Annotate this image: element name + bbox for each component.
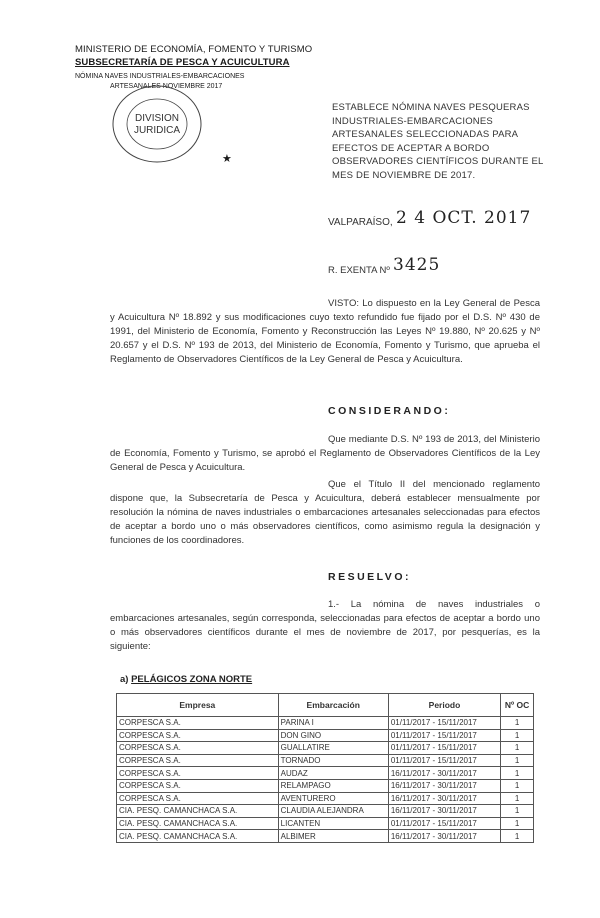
table-cell: CORPESCA S.A. bbox=[117, 792, 279, 805]
reference-line-2: ARTESANALES NOVIEMBRE 2017 bbox=[110, 83, 223, 90]
table-cell: CLAUDIA ALEJANDRA bbox=[278, 805, 388, 818]
table-cell: 01/11/2017 - 15/11/2017 bbox=[388, 729, 500, 742]
considerando-paragraph-1: Que mediante D.S. Nº 193 de 2013, del Ministerio de Economía, Fomento y Turismo, se aprobó el Reglamento de Observadores Científicos de la Ley General de Pesca y Acuicultura. bbox=[110, 434, 540, 473]
table-cell: CIA. PESQ. CAMANCHACA S.A. bbox=[117, 830, 279, 843]
table-cell: GUALLATIRE bbox=[278, 742, 388, 755]
handwritten-resolution-number: 3425 bbox=[393, 255, 441, 275]
table-cell: RELAMPAGO bbox=[278, 779, 388, 792]
stamp-line-2: JURIDICA bbox=[133, 125, 181, 136]
col-periodo: Periodo bbox=[388, 694, 500, 717]
place-label: VALPARAÍSO, bbox=[328, 217, 393, 228]
nomina-table bbox=[116, 693, 534, 843]
division-juridica-stamp bbox=[95, 78, 215, 168]
table-cell: 1 bbox=[501, 767, 534, 780]
table-cell: PARINA I bbox=[278, 717, 388, 730]
table-cell: CORPESCA S.A. bbox=[117, 767, 279, 780]
resolution-number-label: R. EXENTA Nº bbox=[328, 265, 390, 276]
considerando-paragraph-2: Que el Título II del mencionado reglamento dispone que, la Subsecretaría de Pesca y Acuicultura, deberá establecer mensualmente por resolución la nómina de naves industriales o embarcaciones artesanales seleccionadas para efectos de aceptar a bordo uno o más observadores científicos, como asimismo regula la designación y funciones de los coordinadores. bbox=[110, 479, 540, 546]
table-cell: 1 bbox=[501, 729, 534, 742]
table-cell: 1 bbox=[501, 805, 534, 818]
table-cell: CORPESCA S.A. bbox=[117, 729, 279, 742]
table-cell: DON GINO bbox=[278, 729, 388, 742]
visto-paragraph: VISTO: Lo dispuesto en la Ley General de Pesca y Acuicultura Nº 18.892 y sus modificaciones cuyo texto refundido fue fijado por el D.S. Nº 430 de 1991, del Ministerio de Economía, Fomento y Reconstrucción las Leyes Nº 19.880, Nº 20.625 y Nº 20.657 y el D.S. Nº 193 de 2013, del Ministerio de Economía, Fomento y Turismo, que aprueba el Reglamento de Observadores Científicos de la Ley General de Pesca y Acuicultura. bbox=[110, 298, 540, 365]
col-empresa: Empresa bbox=[117, 694, 279, 717]
table-cell: 01/11/2017 - 15/11/2017 bbox=[388, 817, 500, 830]
table-cell: 16/11/2017 - 30/11/2017 bbox=[388, 830, 500, 843]
table-cell: 1 bbox=[501, 792, 534, 805]
handwritten-date: 2 4 OCT. 2017 bbox=[396, 208, 532, 228]
table-cell: AUDAZ bbox=[278, 767, 388, 780]
ministry-name: MINISTERIO DE ECONOMÍA, FOMENTO Y TURISMO bbox=[75, 44, 313, 55]
table-cell: CORPESCA S.A. bbox=[117, 742, 279, 755]
subsecretaria-name: SUBSECRETARÍA DE PESCA Y ACUICULTURA bbox=[75, 57, 290, 68]
section-letter: a) bbox=[120, 674, 129, 685]
considerando-heading: CONSIDERANDO: bbox=[328, 405, 451, 417]
table-cell: 1 bbox=[501, 830, 534, 843]
col-embarcacion: Embarcación bbox=[278, 694, 388, 717]
table-header-row bbox=[117, 694, 534, 717]
table-cell: LICANTEN bbox=[278, 817, 388, 830]
table-cell: 01/11/2017 - 15/11/2017 bbox=[388, 717, 500, 730]
table-row bbox=[117, 830, 534, 843]
table-row bbox=[117, 767, 534, 780]
table-cell: CIA. PESQ. CAMANCHACA S.A. bbox=[117, 817, 279, 830]
table-row bbox=[117, 817, 534, 830]
star-icon: ★ bbox=[222, 153, 232, 165]
resuelvo-paragraph-1: 1.- La nómina de naves industriales o embarcaciones artesanales, según corresponda, seleccionadas para efectos de aceptar a bordo uno o más observadores científicos durante el mes de noviembre de 2017, por pesquerías, es la siguiente: bbox=[110, 599, 540, 652]
table-cell: CIA. PESQ. CAMANCHACA S.A. bbox=[117, 805, 279, 818]
table-cell: 1 bbox=[501, 817, 534, 830]
table-cell: CORPESCA S.A. bbox=[117, 779, 279, 792]
table-cell: 1 bbox=[501, 717, 534, 730]
stamp-line-1: DIVISION bbox=[135, 113, 179, 124]
table-cell: CORPESCA S.A. bbox=[117, 754, 279, 767]
table-row bbox=[117, 805, 534, 818]
table-row bbox=[117, 717, 534, 730]
resuelvo-heading: RESUELVO: bbox=[328, 571, 411, 583]
table-cell: TORNADO bbox=[278, 754, 388, 767]
table-row bbox=[117, 754, 534, 767]
table-cell: 16/11/2017 - 30/11/2017 bbox=[388, 805, 500, 818]
table-cell: 1 bbox=[501, 779, 534, 792]
table-cell: 16/11/2017 - 30/11/2017 bbox=[388, 792, 500, 805]
section-title bbox=[120, 674, 252, 685]
table-cell: 16/11/2017 - 30/11/2017 bbox=[388, 779, 500, 792]
table-row bbox=[117, 729, 534, 742]
table-cell: 1 bbox=[501, 754, 534, 767]
resolution-title: ESTABLECE NÓMINA NAVES PESQUERAS INDUSTRIALES-EMBARCACIONES ARTESANALES SELECCIONADAS PARA EFECTOS DE ACEPTAR A BORDO OBSERVADORES CIENTÍFICOS DURANTE EL MES DE NOVIEMBRE DE 2017. bbox=[332, 102, 544, 181]
table-cell: AVENTURERO bbox=[278, 792, 388, 805]
table-row bbox=[117, 779, 534, 792]
col-oc: Nº OC bbox=[501, 694, 534, 717]
table-cell: CORPESCA S.A. bbox=[117, 717, 279, 730]
table-cell: 01/11/2017 - 15/11/2017 bbox=[388, 754, 500, 767]
table-cell: 1 bbox=[501, 742, 534, 755]
table-cell: ALBIMER bbox=[278, 830, 388, 843]
table-row bbox=[117, 792, 534, 805]
table-cell: 16/11/2017 - 30/11/2017 bbox=[388, 767, 500, 780]
table-row bbox=[117, 742, 534, 755]
section-name: PELÁGICOS ZONA NORTE bbox=[131, 674, 253, 685]
table-cell: 01/11/2017 - 15/11/2017 bbox=[388, 742, 500, 755]
reference-line-1: NÓMINA NAVES INDUSTRIALES-EMBARCACIONES bbox=[75, 73, 245, 80]
